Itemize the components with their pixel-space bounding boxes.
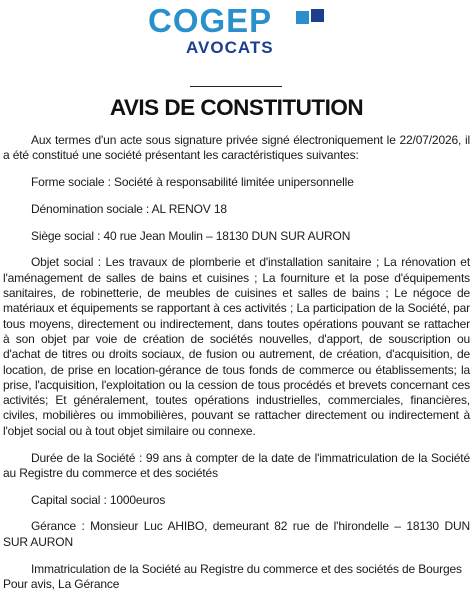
objet-social: Objet social : Les travaux de plomberie et d'installation sanitaire ; La rénovation et l'aménagement de salles de bains et cuisines ; La fourniture et la pose d'équipements sanitaires, de robinetterie, de meubles de cuisines et salles de bains ; Le négoce de matériaux et équipements se rapportant à ces activités ; La participation de la Société, par tous moyens, directement ou indirectement, dans toutes opérations pouvant se rattacher à son objet par voie de création de sociétés nouvelles, d'apport, de souscription ou d'achat de titres ou droits sociaux, de fusion ou autrement, de création, d'acquisition, de location, de prise en location-gérance de tous fonds de commerce ou établissements; la prise, l'acquisition, l'exploitation ou la cession de tous procédés et brevets concernant ces activités; Et généralement, toutes opérations industrielles, commerciales, financières, civiles, mobilières ou immobilières, pouvant se rattacher directement ou indirectement à l'objet social ou à tout objet similaire ou connexe.: [3, 255, 470, 438]
title-divider: [190, 86, 282, 87]
duree-societe: Durée de la Société : 99 ans à compter de la date de l'immatriculation de la Société au Registre du commerce et des sociétés: [3, 450, 470, 480]
notice-title: AVIS DE CONSTITUTION: [109, 95, 364, 120]
immatriculation: Immatriculation de la Société au Registre du commerce et des sociétés de Bourges: [31, 561, 462, 576]
intro-paragraph: Aux termes d'un acte sous signature privée signé électroniquement le 22/07/2026, il a été constitué une société présentant les caractéristiques suivantes:: [3, 133, 470, 163]
logo-subtitle: AVOCATS: [186, 38, 274, 57]
logo-squares-icon: [296, 9, 326, 35]
denomination-sociale: Dénomination sociale : AL RENOV 18: [31, 201, 227, 216]
notice-body: [3, 133, 470, 592]
gerance: Gérance : Monsieur Luc AHIBO, demeurant 82 rue de l'hirondelle – 18130 DUN SUR AURON: [3, 519, 470, 549]
capital-social: Capital social : 1000euros: [31, 492, 166, 507]
siege-social: Siège social : 40 rue Jean Moulin – 18130 DUN SUR AURON: [31, 228, 351, 243]
cogep-logo: [0, 4, 473, 62]
signature: Pour avis, La Gérance: [3, 576, 120, 591]
logo-brand: COGEP: [148, 2, 273, 39]
forme-sociale: Forme sociale : Société à responsabilité limitée unipersonnelle: [31, 175, 354, 190]
